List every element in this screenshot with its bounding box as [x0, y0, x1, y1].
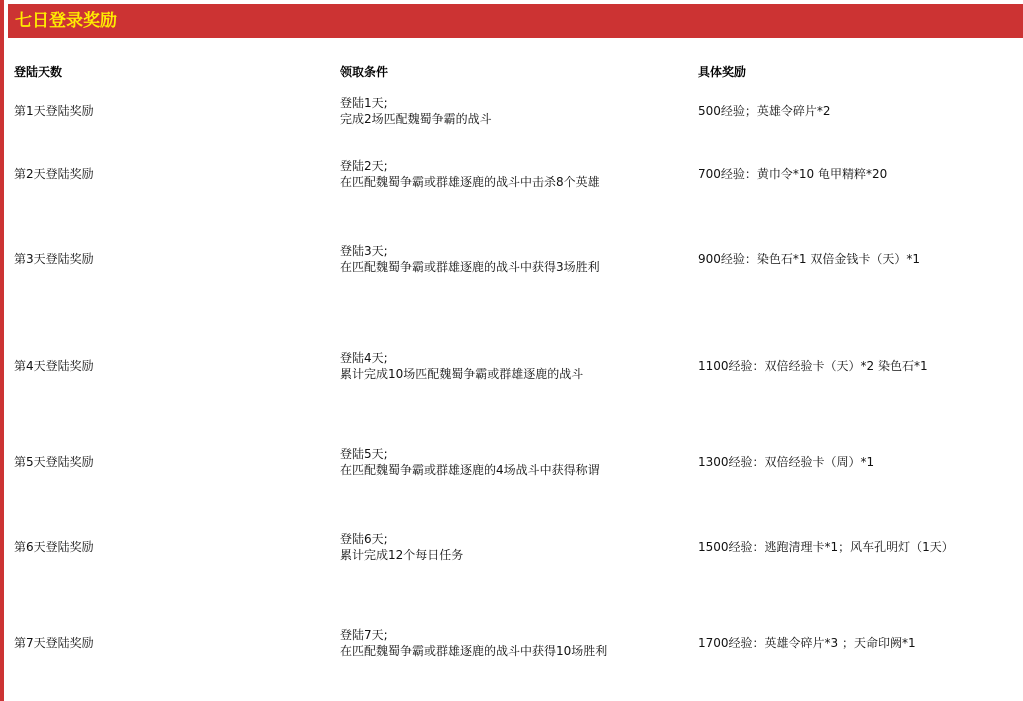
row-reward: 700经验：黄巾令*10 龟甲精粹*20	[698, 167, 888, 181]
row-reward: 1700经验：英雄令碎片*3 ；天命印阙*1	[698, 636, 916, 650]
row-reward: 1300经验：双倍经验卡（周）*1	[698, 455, 875, 469]
row-reward: 900经验：染色石*1 双倍金钱卡（天）*1	[698, 252, 920, 266]
condition-line: 在匹配魏蜀争霸或群雄逐鹿的战斗中获得3场胜利	[340, 260, 600, 274]
row-condition	[340, 627, 607, 659]
row-reward: 1500经验：逃跑清理卡*1；风车孔明灯（1天）	[698, 540, 954, 554]
condition-line: 在匹配魏蜀争霸或群雄逐鹿的战斗中获得10场胜利	[340, 644, 608, 658]
table-row	[0, 349, 1023, 383]
table-row	[0, 530, 1023, 564]
condition-line: 登陆3天;	[340, 244, 388, 258]
table-row	[0, 157, 1023, 191]
condition-line: 在匹配魏蜀争霸或群雄逐鹿的4场战斗中获得称谓	[340, 463, 600, 477]
header-reward: 具体奖励	[698, 65, 747, 79]
condition-line: 登陆2天;	[340, 159, 388, 173]
row-condition	[340, 446, 600, 478]
row-condition	[340, 158, 600, 190]
header-condition: 领取条件	[340, 65, 389, 79]
row-condition	[340, 95, 492, 127]
table-row	[0, 242, 1023, 276]
condition-line: 登陆5天;	[340, 447, 388, 461]
condition-line: 累计完成10场匹配魏蜀争霸或群雄逐鹿的战斗	[340, 367, 584, 381]
row-day: 第2天登陆奖励	[14, 167, 94, 181]
table-row	[0, 626, 1023, 660]
page-title: 七日登录奖励	[15, 10, 117, 31]
condition-line: 在匹配魏蜀争霸或群雄逐鹿的战斗中击杀8个英雄	[340, 175, 600, 189]
title-bar	[8, 4, 1023, 38]
condition-line: 登陆7天;	[340, 628, 388, 642]
row-reward: 500经验；英雄令碎片*2	[698, 104, 831, 118]
row-condition	[340, 243, 600, 275]
row-day: 第6天登陆奖励	[14, 540, 94, 554]
condition-line: 完成2场匹配魏蜀争霸的战斗	[340, 112, 492, 126]
row-day: 第3天登陆奖励	[14, 252, 94, 266]
table-row	[0, 445, 1023, 479]
condition-line: 登陆1天;	[340, 96, 388, 110]
row-condition	[340, 350, 583, 382]
table-header-row	[0, 63, 1023, 79]
row-reward: 1100经验：双倍经验卡（天）*2 染色石*1	[698, 359, 928, 373]
row-day: 第1天登陆奖励	[14, 104, 94, 118]
table-row	[0, 94, 1023, 128]
header-day: 登陆天数	[14, 65, 63, 79]
condition-line: 登陆6天;	[340, 532, 388, 546]
row-day: 第7天登陆奖励	[14, 636, 94, 650]
condition-line: 累计完成12个每日任务	[340, 548, 464, 562]
row-day: 第4天登陆奖励	[14, 359, 94, 373]
row-condition	[340, 531, 463, 563]
row-day: 第5天登陆奖励	[14, 455, 94, 469]
condition-line: 登陆4天;	[340, 351, 388, 365]
